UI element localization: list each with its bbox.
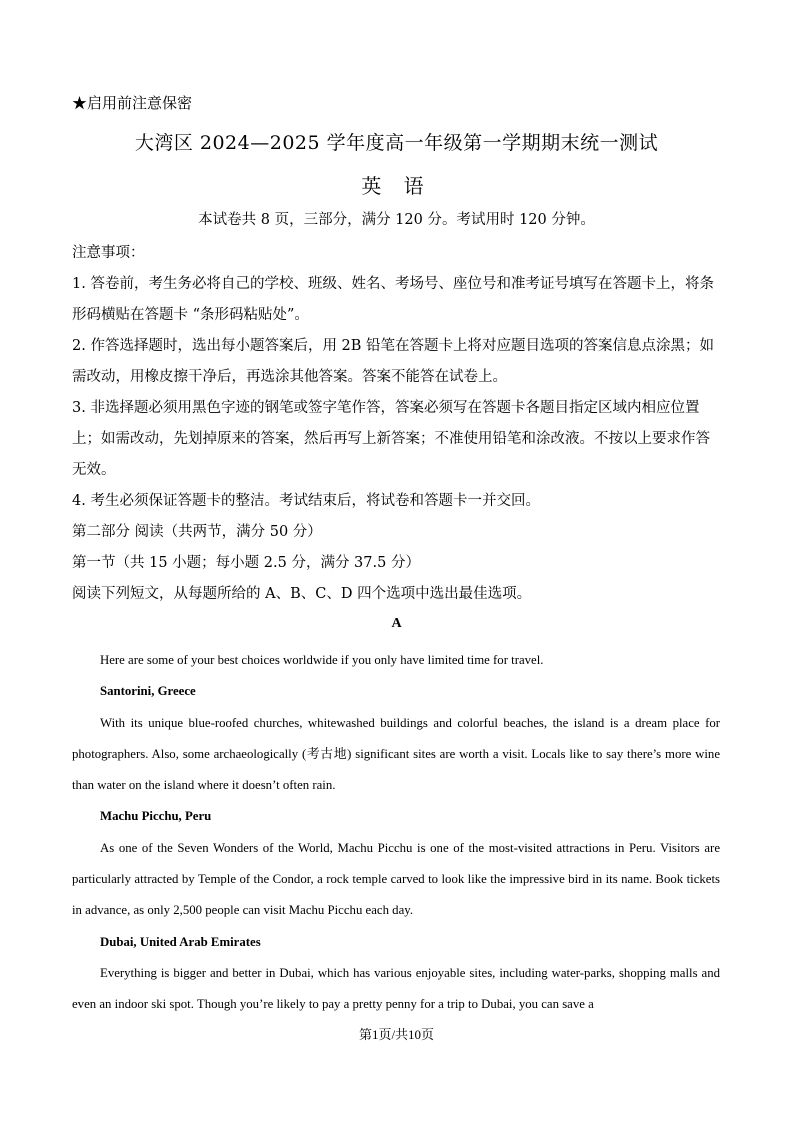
place-heading: Dubai, United Arab Emirates [100,934,261,949]
exam-info: 本试卷共 8 页，三部分，满分 120 分。考试用时 120 分钟。 [198,212,595,228]
passage-a [72,645,720,1021]
subject-title: 英 语 [361,174,432,198]
passage-intro: Here are some of your best choices worldwide if you only have limited time for travel. [100,653,544,667]
place-text: As one of the Seven Wonders of the World, Machu Picchu is one of the most-visited attractions in Peru. Visitors are particularly attracted by Temple of the Condor, a rock temple carved to look like the impressive bird in its name. Book tickets in advance, as only 2,500 people can visit Machu Picchu each day. [72,840,720,918]
page-number: 第1页/共10页 [358,1027,435,1042]
note-item-1: 1. 答卷前，考生务必将自己的学校、班级、姓名、考场号、座位号和准考证号填写在答题卡上，将条形码横贴在答题卡 “条形码粘贴处”。 [72,276,714,323]
section-heading: 第一节（共 15 小题；每小题 2.5 分，满分 37.5 分） [72,555,420,571]
place-heading: Santorini, Greece [100,684,196,699]
passage-letter: A [391,616,402,631]
note-item-3: 3. 非选择题必须用黑色字迹的钢笔或签字笔作答，答案必须写在答题卡各题目指定区域内相应位置上；如需改动，先划掉原来的答案，然后再写上新答案；不准使用铅笔和涂改液。不按以上要求作答无效。 [72,400,710,478]
confidential-notice: ★启用前注意保密 [72,94,193,112]
notes-block [72,238,722,610]
notes-heading: 注意事项： [72,245,145,261]
note-item-2: 2. 作答选择题时，选出每小题答案后，用 2B 铅笔在答题卡上将对应题目选项的答案信息点涂黑；如需改动，用橡皮擦干净后，再选涂其他答案。答案不能答在试卷上。 [72,338,715,385]
note-item-4: 4. 考生必须保证答题卡的整洁。考试结束后，将试卷和答题卡一并交回。 [72,493,540,509]
part-heading: 第二部分 阅读（共两节，满分 50 分） [72,524,322,540]
reading-instruction: 阅读下列短文，从每题所给的 A、B、C、D 四个选项中选出最佳选项。 [72,586,532,602]
place-heading: Machu Picchu, Peru [100,809,212,824]
exam-title: 大湾区 2024—2025 学年度高一年级第一学期期末统一测试 [134,132,659,154]
place-text: Everything is bigger and better in Dubai, which has various enjoyable sites, including water-parks, shopping malls and even an indoor ski spot. Though you’re likely to pay a pretty penny for a trip to Dubai, you can save a [72,965,720,1012]
place-text: With its unique blue-roofed churches, whitewashed buildings and colorful beaches, the island is a dream place for photographers. Also, some archaeologically (考古地) significant sites are worth a visit. Locals like to say there’s more wine than water on the island where it doesn’t often rain. [72,715,720,793]
